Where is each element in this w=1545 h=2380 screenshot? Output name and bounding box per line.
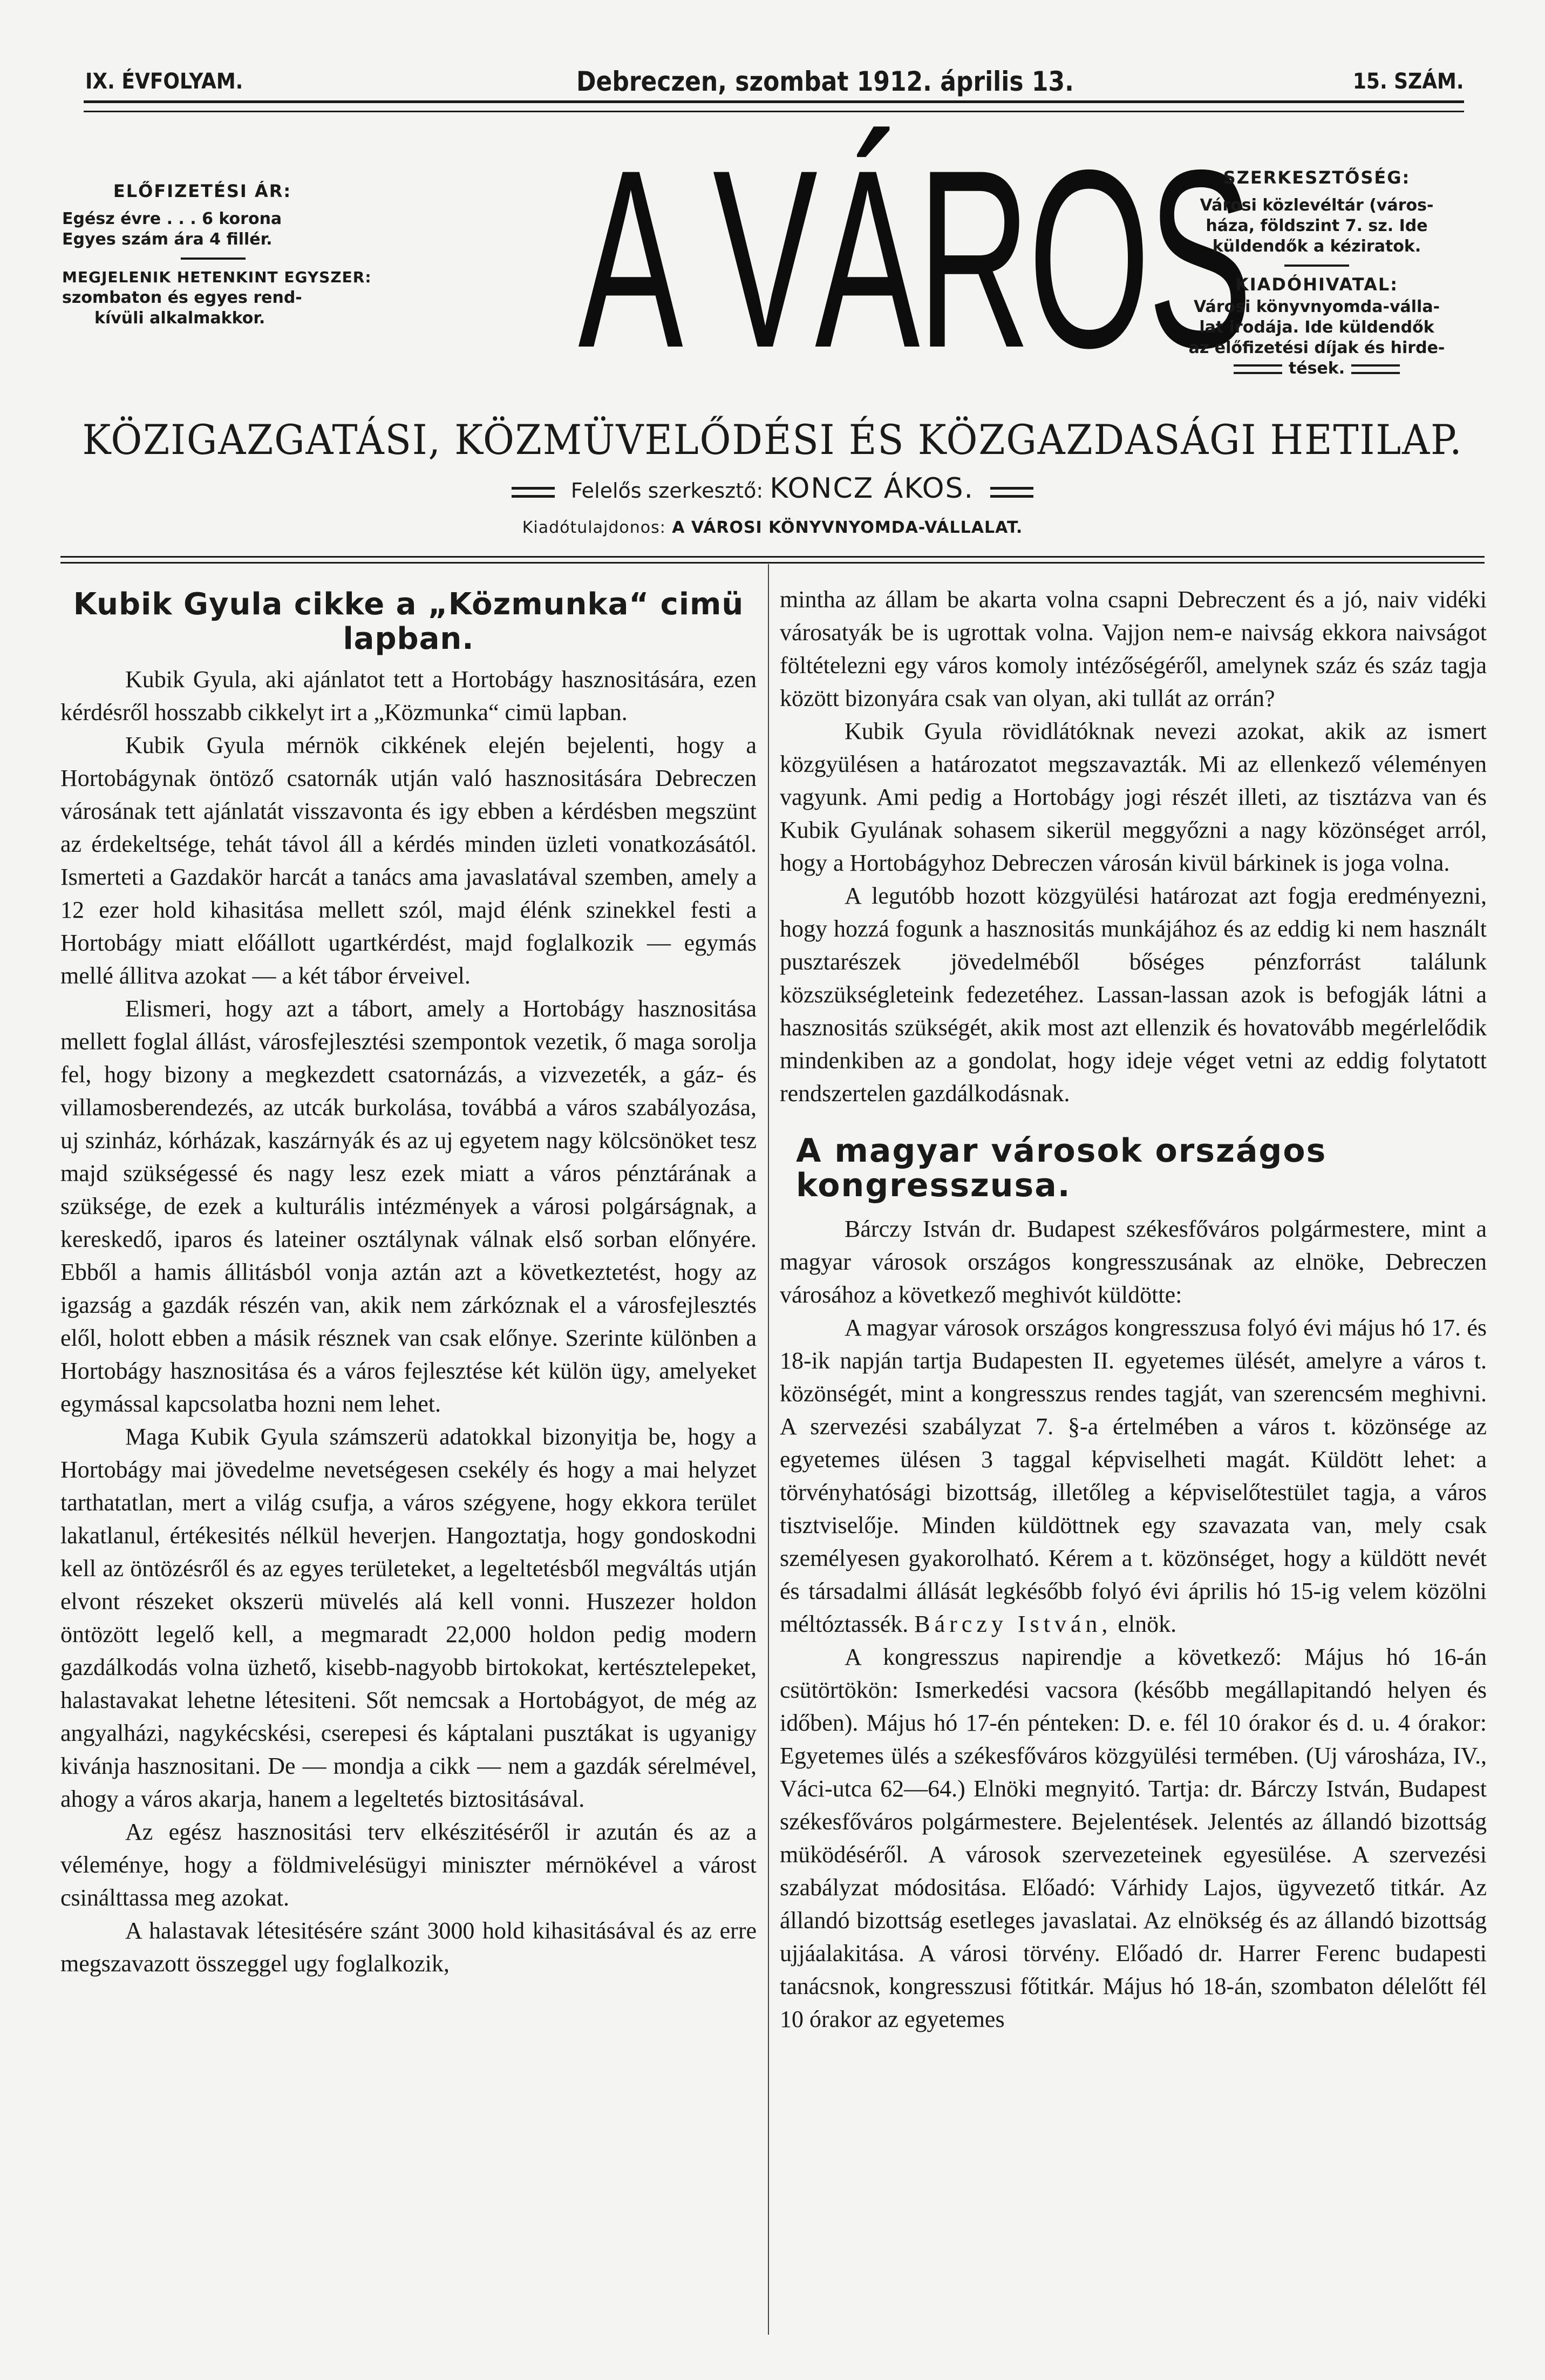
publisher-line [0, 518, 1545, 537]
masthead-subtitle: KÖZIGAZGATÁSI, KÖZMÜVELŐDÉSI ÉS KÖZGAZDASÁGI HETILAP. [82, 416, 1463, 464]
masthead-rule [60, 556, 1485, 564]
editorial-office-box [1160, 167, 1473, 379]
paragraph: Maga Kubik Gyula számszerü adatokkal bizonyitja be, hogy a Hortobágy mai jövedelme nevetségesen csekély és hogy a mai helyzet tarthatatlan, mert a világ csufja, a város szégyene, hogy ekkora terület lakatlanul, értékesités nélkül heverjen. Hangoztatja, hogy gondoskodni kell az öntözésről és az egyes területeket, a legeltetésből megváltás utján elvont részeket okszerü müvelés alá kell vonni. Huszezer holdon öntözött legelő kell, a megmaradt 22,000 holdon pedig modern gazdálkodás volna üzhető, kisebb-nagyobb birtokokat, kertésztelepeket, halastavakat lehetne létesiteni. Sőt nemcsak a Hortobágyot, de még az angyalházi, nagykécskési, cserepesi és káptalani pusztákat is ugyanigy kivánja hasznositani. De — mondja a cikk — nem a gazdák sérelmével, ahogy a város akarja, hanem a legeltetés biztositásával. [60, 1423, 757, 1812]
editorial-line-1: Városi közlevéltár (város- [1200, 196, 1434, 215]
paragraph: Az egész hasznositási terv elkészitéséről ir azután és az a véleménye, hogy a földmivelésügyi miniszter mérnökével a várost csinálttassa meg azokat. [60, 1819, 757, 1911]
article-title: Kubik Gyula cikke a „Közmunka“ cimü lapban. [73, 587, 744, 656]
column-divider [768, 564, 769, 2335]
editorial-line-2: háza, földszint 7. sz. Ide [1206, 216, 1428, 235]
divider [1351, 364, 1400, 374]
decorative-bars [990, 487, 1033, 498]
invitation-text: A magyar városok országos kongresszusa folyó évi május hó 17. és 18-ik napján tartja Budapesten II. egyetemes ülését, amelyre a város t. közönségét, mint a kongresszus rendes tagját, van szerencsém meghivni. A szervezési szabályzat 7. §-a értelmében a város t. közönsége az egyetemes ülésen 3 taggal képviselheti magát. Küldött lehet: a törvényhatósági bizottság, illetőleg a képviselőtestület tagja, a város tisztviselője. Minden küldöttnek egy szavazata van, mely csak személyesen gyakorolható. Kérem a t. közönséget, hogy a küldött nevét és társadalmi állását legkésőbb folyó évi április hó 15-ig velem közölni méltóztassék. [780, 1314, 1487, 1637]
divider [1284, 265, 1349, 267]
divider [181, 257, 246, 260]
publisher-line-2: lat irodája. Ide küldendők [1199, 318, 1434, 337]
decorative-bars [512, 487, 555, 498]
publisher-office-heading: KIADÓHIVATAL: [1235, 274, 1399, 295]
left-column [60, 583, 757, 1980]
volume-number: IX. ÉVFOLYAM. [85, 69, 243, 94]
dateline: Debreczen, szombat 1912. április 13. [576, 66, 1074, 97]
publisher-line-3: az előfizetési díjak és hirde- [1188, 338, 1445, 357]
article-title: A magyar városok országos kongresszusa. [796, 1132, 1327, 1204]
paragraph: Kubik Gyula mérnök cikkének elején bejelenti, hogy a Hortobágynak öntöző csatornák utján való hasznositására Debreczen városának tett ajánlatát visszavonta és igy ebben a kérdésben megszünt az érdekeltsége, tehát távol áll a kérdés minden üzleti vonatkozásától. Ismerteti a Gazdakör harcát a tanács ama javaslatával szemben, amely a 12 ezer hold kihasitása mellett szól, majd élénk szinekkel festi a Hortobágy miatt előállott ugartkérdést, majd foglalkozik — egymás mellé állitva azokat — a két tábor érveivel. [60, 732, 757, 989]
publisher-label: Kiadótulajdonos: [522, 518, 666, 537]
paragraph: Elismeri, hogy azt a tábort, amely a Hortobágy hasznositása mellett foglal állást, városfejlesztési szempontok vezetik, ő maga sorolja fel, hogy bizony a megkezdett csatornázás, a vizvezeték, a gáz- és villamosberendezés, az utcák burkolása, továbbá a város szabályozása, uj szinház, kórházak, kaszárnyák és az uj egyetem nagy kölcsönöket tesz majd szükségessé és nagy lesz ezek miatt a város pénztárának a szüksége, de ezek a kulturális intézmények a városi polgárságnak, a kereskedő, iparos és lateiner osztálynak válnak első sorban előnyére. Ebből a hamis állitásból vonja aztán azt a következtetést, hogy az igazság a gazdák részén van, akik nem zárkóznak el a városfejlesztés elől, holott ebben a másik résznek van csak előnye. Szerinte különben a Hortobágy hasznositása és a város fejlesztése két külön ügy, amelyeket egymással kapcsolatba hozni nem lehet. [60, 995, 757, 1417]
appears-heading: MEGJELENIK HETENKINT EGYSZER: [62, 268, 372, 286]
paragraph: A halastavak létesitésére szánt 3000 hold kihasitásával és az erre megszavazott összeggel ugy foglalkozik, [60, 1917, 757, 1977]
editor-name: KONCZ ÁKOS. [770, 472, 975, 505]
header-rule [84, 100, 1464, 112]
subscription-single: Egyes szám ára 4 fillér. [62, 230, 273, 249]
editorial-heading: SZERKESZTŐSÉG: [1223, 167, 1411, 188]
responsible-editor [0, 472, 1545, 505]
newspaper-title: A VÁROS [578, 117, 1250, 401]
paragraph [780, 1311, 1487, 1640]
publisher-line-4: tések. [1288, 359, 1345, 378]
masthead [372, 117, 1250, 401]
divider [1234, 364, 1282, 374]
paragraph: Bárczy István dr. Budapest székesfőváros polgármestere, mint a magyar városok országos kongresszusának az elnöke, Debreczen városához a következő meghivót küldötte: [780, 1216, 1487, 1308]
subscription-yearly: Egész évre . . . 6 korona [62, 209, 282, 228]
publisher-line-1: Városi könyvnyomda-válla- [1193, 297, 1440, 316]
paragraph: mintha az állam be akarta volna csapni Debreczent és a jó, naiv vidéki városatyák be is ugrottak volna. Vajjon nem-e naivság ekkora naivságot föltételezni egy város komoly intézőségéről, amelynek száz és száz tagja között bizonyára csak van olyan, aki tullát az orrán? [780, 586, 1487, 711]
paragraph: Kubik Gyula rövidlátóknak nevezi azokat, akik az ismert közgyülésen a határozatot megszavazták. Mi az ellenkező véleményen vagyunk. Ami pedig a Hortobágy jogi részét illeti, az tisztázva van és Kubik Gyulának sohasem sikerül meggyőzni a nagy közönséget arról, hogy a Hortobágyhoz Debreczen városán kivül bárkinek is joga volna. [780, 718, 1487, 876]
paragraph: Kubik Gyula, aki ajánlatot tett a Hortobágy hasznositására, ezen kérdésről hosszabb cikkelyt irt a „Közmunka“ cimü lapban. [60, 666, 757, 725]
appears-text-2: kívüli alkalmakkor. [94, 309, 266, 328]
paragraph: A legutóbb hozott közgyülési határozat azt fogja eredményezni, hogy hozzá fogunk a hasznositás munkájához és az eddig ki nem használt pusztarészek jövedelméből bőséges pénzforrást találunk közszükségleteink fedezetéhez. Lassan-lassan azok is befogják látni a hasznositás szükségét, akik most azt ellenzik és hovatovább megérlelődik mindenkiben az a gondolat, hogy ideje véget vetni az eddig folytatott rendszertelen gazdálkodásnak. [780, 883, 1487, 1107]
issue-number: 15. SZÁM. [1353, 69, 1464, 94]
editorial-line-3: küldendők a kéziratok. [1212, 237, 1421, 256]
signature-title: elnök. [1118, 1611, 1177, 1637]
subscription-heading: ELŐFIZETÉSI ÁR: [113, 181, 292, 201]
editor-label: Felelős szerkesztő: [570, 479, 764, 503]
right-column [780, 583, 1487, 2036]
paragraph: A kongresszus napirendje a következő: Május hó 16-án csütörtökön: Ismerkedési vacsora (később megállapitandó helyen és időben). Május hó 17-én pénteken: D. e. fél 10 órakor és d. u. 4 órakor: Egyetemes ülés a székesfőváros közgyülési termében. (Uj városháza, IV., Váci-utca 62—64.) Elnöki megnyitó. Tartja: dr. Bárczy István, Budapest székesfőváros polgármestere. Bejelentések. Jelentés az állandó bizottság müködéséről. A városok szervezeteinek egyesülése. A szervezési szabályzat módositása. Előadó: Várhidy Lajos, ügyvezető titkár. Az állandó bizottság esetleges javaslatai. Az elnökség és az állandó bizottság ujjáalakitása. A városi törvény. Előadó dr. Harrer Ferenc budapesti tanácsnok, kongresszusi főtitkár. Május hó 18-án, szombaton délelőtt fél 10 órakor az egyetemes [780, 1644, 1487, 2032]
appears-text-1: szombaton és egyes rend- [62, 288, 302, 307]
subscription-box [62, 181, 372, 329]
signature-name: Bárczy István, [914, 1611, 1112, 1637]
publisher-name: A VÁROSI KÖNYVNYOMDA-VÁLLALAT. [672, 518, 1023, 537]
